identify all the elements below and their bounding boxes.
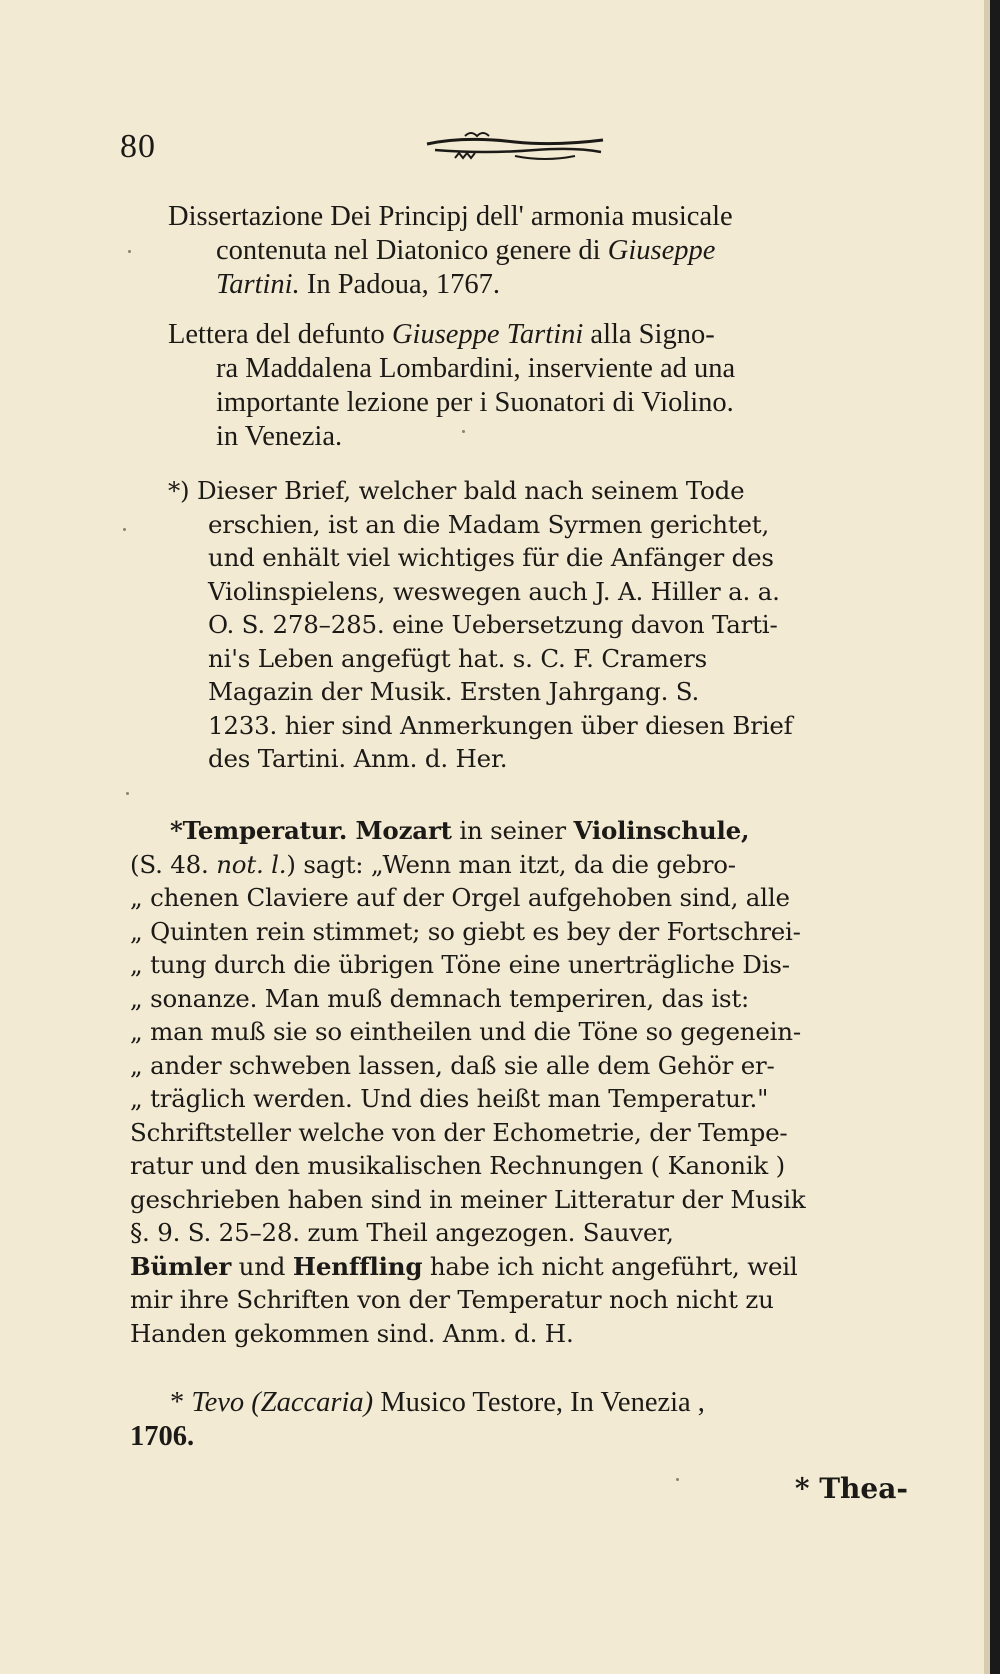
entry-lettera <box>168 318 908 454</box>
text-line: Handen gekommen sind. Anm. d. H. <box>130 1318 574 1348</box>
page-edge <box>990 0 1000 1674</box>
text-line: „ man muß sie so eintheilen und die Töne so gegenein- <box>130 1017 801 1046</box>
paper-speck <box>676 1478 679 1481</box>
text-line: und enhält viel wichtiges für die Anfänger des <box>208 543 774 572</box>
text-line: erschien, ist an die Madam Syrmen gerichtet, <box>208 509 770 539</box>
text-line <box>130 1386 910 1420</box>
text-line <box>130 848 910 882</box>
text-line: ra Maddalena Lombardini, inserviente ad una <box>216 353 736 384</box>
page-header <box>120 128 910 188</box>
text-line: *) Dieser Brief, welcher bald nach seinem Tode <box>168 476 745 505</box>
text-line: 1233. hier sind Anmerkungen über diesen Brief <box>208 710 793 740</box>
text-span: Lettera del defunto <box>168 319 392 350</box>
text-line: „ tung durch die übrigen Töne eine unerträgliche Dis- <box>130 950 790 979</box>
name-bold: Violinschule, <box>573 816 750 845</box>
name-bold: Mozart <box>347 816 452 845</box>
italic-name: Giuseppe <box>607 235 716 266</box>
text-line: des Tartini. Anm. d. Her. <box>208 744 508 773</box>
text-line <box>168 318 908 352</box>
text-line <box>168 234 908 268</box>
entry-tevo <box>130 1386 910 1454</box>
headword: *Temperatur. <box>170 816 348 845</box>
text-line: ratur und den musikalischen Rechnungen ( Kanonik ) <box>130 1151 786 1180</box>
name-bold: Henffling <box>292 1251 423 1281</box>
text-span: In Padoua, 1767. <box>299 269 500 300</box>
text-line: mir ihre Schriften von der Temperatur noch nicht zu <box>130 1285 774 1314</box>
text-line: „ träglich werden. Und dies heißt man Temperatur." <box>130 1084 769 1113</box>
text-line: ni's Leben angefügt hat. s. C. F. Cramers <box>208 643 708 673</box>
text-span: ) sagt: „Wenn man itzt, da die gebro- <box>286 849 736 879</box>
text-line: Magazin der Musik. Ersten Jahrgang. S. <box>208 677 700 706</box>
text-line: Violinspielens, weswegen auch J. A. Hiller a. a. <box>208 576 780 606</box>
text-span: contenuta nel Diatonico genere di <box>216 235 608 266</box>
text-span: in seiner <box>451 816 574 845</box>
text-span: habe ich nicht angeführt, weil <box>422 1251 798 1281</box>
paper-speck <box>123 528 126 531</box>
text-line: §. 9. S. 25–28. zum Theil angezogen. Sauver, <box>130 1218 674 1247</box>
text-line: „ ander schweben lassen, daß sie alle dem Gehör er- <box>130 1050 775 1080</box>
catchword: * Thea- <box>794 1472 908 1505</box>
text-line: geschrieben haben sind in meiner Litteratur der Musik <box>130 1184 806 1214</box>
text-line: „ sonanze. Man muß demnach temperiren, das ist: <box>130 983 750 1013</box>
text-line: Dissertazione Dei Principj dell' armonia musicale <box>168 201 733 232</box>
text-line: „ Quinten rein stimmet; so giebt es bey der Fortschrei- <box>130 916 801 946</box>
ornament-rule-icon <box>425 130 605 170</box>
text-span: und <box>231 1251 293 1281</box>
text-line <box>130 1250 910 1284</box>
entry-temperatur <box>130 814 910 1350</box>
paper-speck <box>128 250 131 253</box>
italic-name: Tartini. <box>216 269 300 300</box>
paper-speck <box>462 430 465 433</box>
text-span: alla Signo- <box>583 319 715 350</box>
text-line: O. S. 278–285. eine Uebersetzung davon Tarti- <box>208 610 778 639</box>
text-line: „ chenen Claviere auf der Orgel aufgehoben sind, alle <box>130 883 790 912</box>
name-bold: Bümler <box>130 1251 232 1281</box>
entry-dissertazione <box>168 200 908 302</box>
text-line: importante lezione per i Suonatori di Violino. <box>216 387 734 418</box>
italic-name: Giuseppe Tartini <box>391 319 584 350</box>
text-span: (S. 48. <box>130 849 217 879</box>
text-line: in Venezia. <box>216 421 343 452</box>
italic-ref: not. l. <box>216 849 287 879</box>
text-line <box>130 814 910 848</box>
note-brief <box>168 474 908 776</box>
italic-name: Tevo (Zaccaria) <box>191 1387 374 1418</box>
page-number: 80 <box>120 128 156 165</box>
text-line <box>168 268 908 302</box>
paper-speck <box>126 792 129 795</box>
text-span: * <box>170 1387 192 1418</box>
text-line: 1706. <box>130 1421 195 1452</box>
text-line: Schriftsteller welche von der Echometrie, der Tempe- <box>130 1117 788 1147</box>
text-span: Musico Testore, In Venezia , <box>373 1387 705 1418</box>
